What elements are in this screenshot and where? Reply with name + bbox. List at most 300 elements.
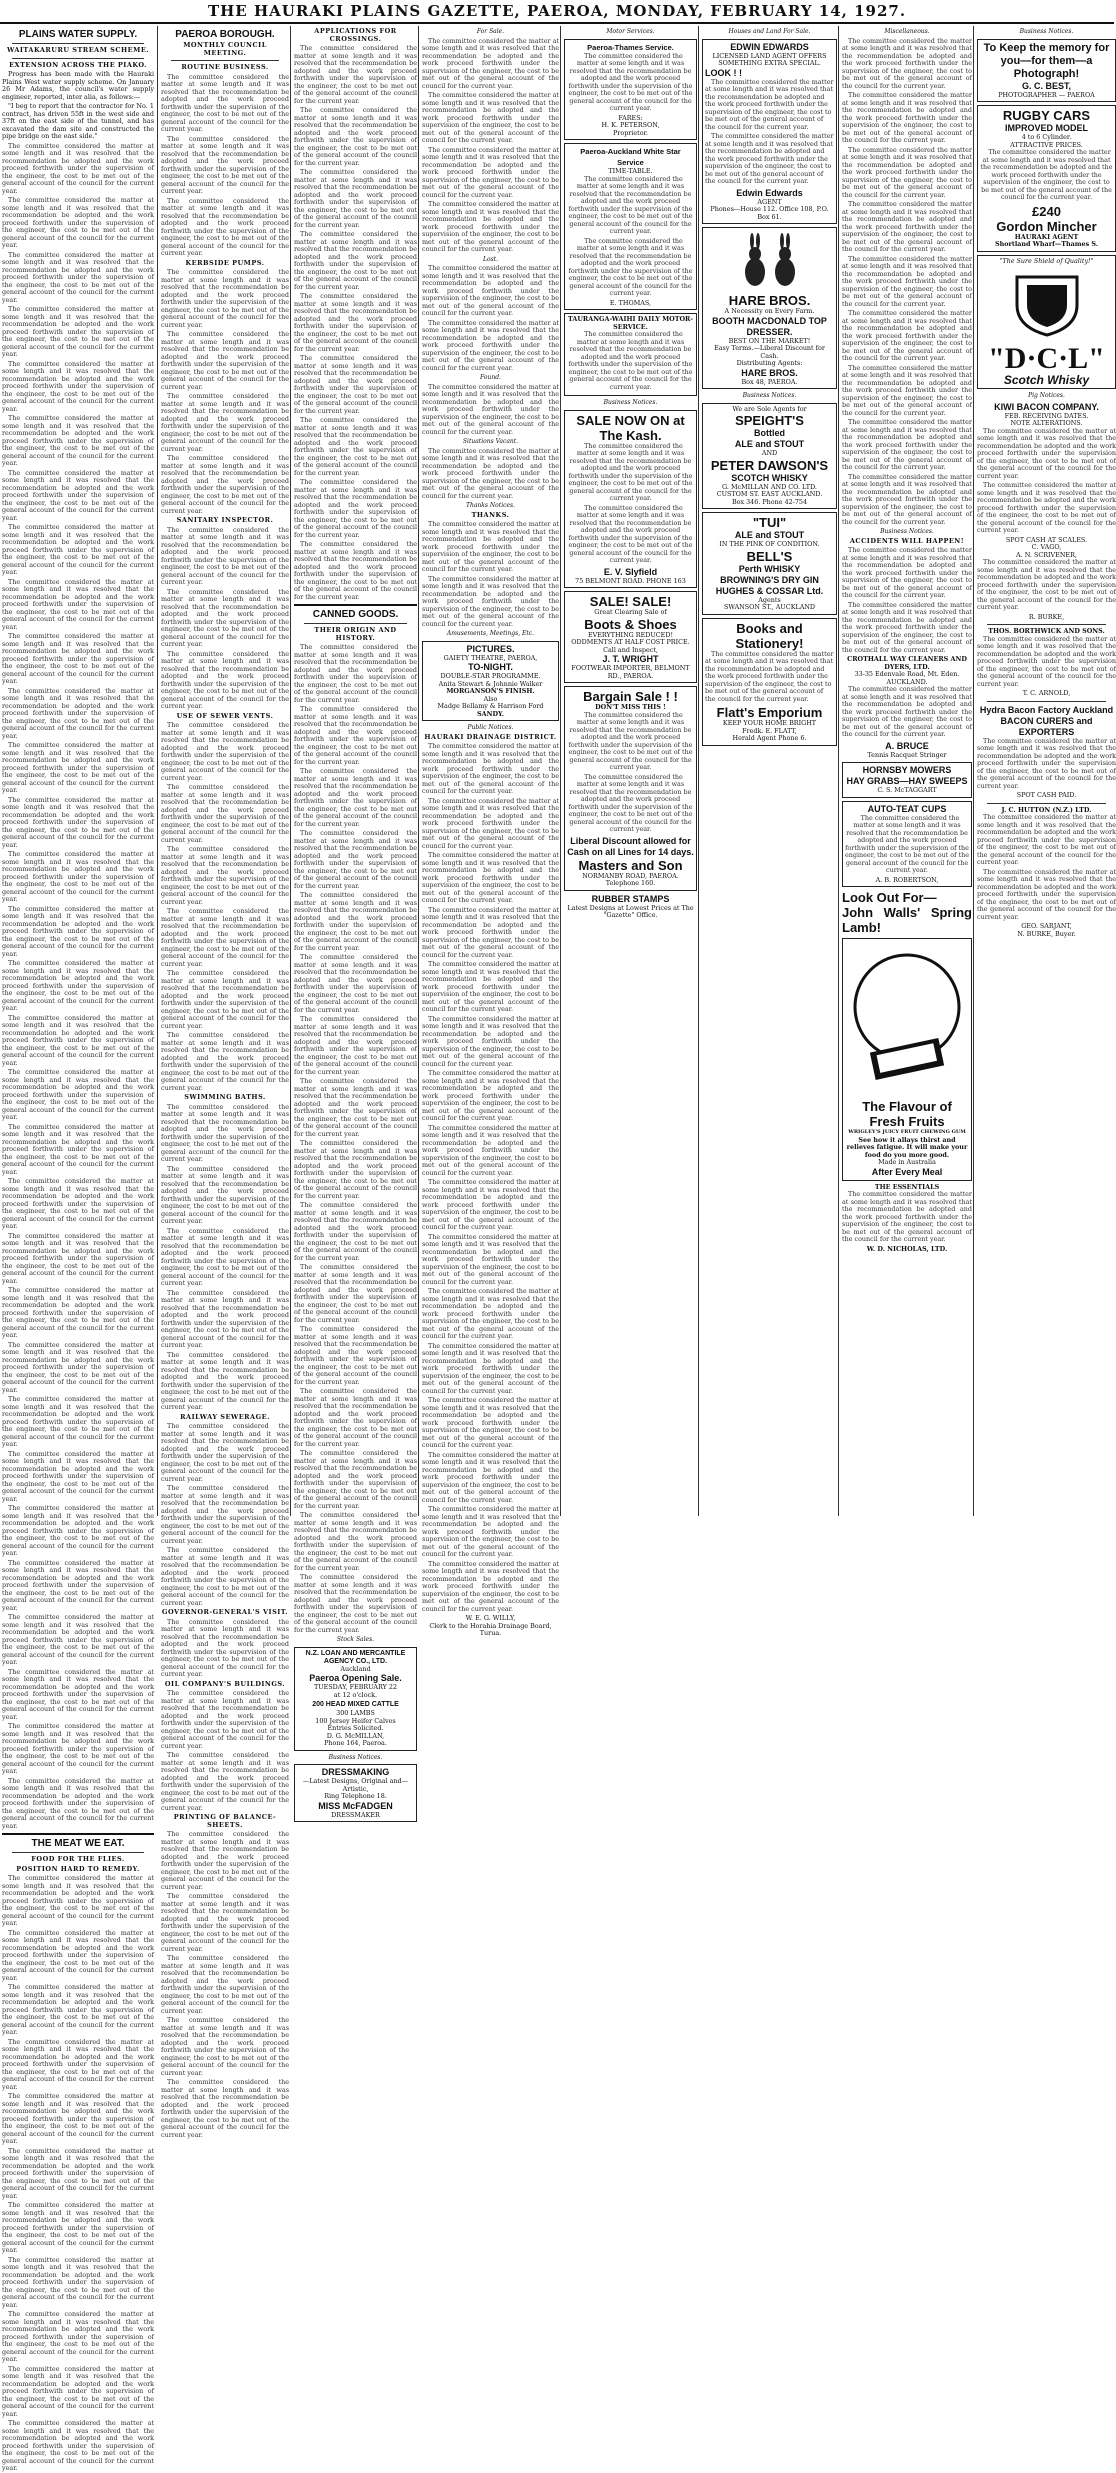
ad-heading: KIWI BACON COMPANY. xyxy=(994,401,1099,412)
ad-line: 100 Jersey Heifer Calves xyxy=(315,1716,396,1725)
ad-line: See how it allays thirst and relieves fatigue. It will make your food do you more good. xyxy=(846,1135,968,1159)
classified: The committee considered the matter at some length and it was resolved that the recommendation be adopted and the work proceed forthwith under the supervision of the engineer, the cost to be met out of the general account of the council for the current year. xyxy=(422,91,559,144)
ad-line: TUESDAY, FEBRUARY 22 xyxy=(313,1683,398,1691)
paragraph: The committee considered the matter at some length and it was resolved that the recommendation be adopted and the work proceed forthwith under the supervision of the engineer, the cost to be met out of the general account of the council for the current year. xyxy=(2,1874,154,1927)
paragraph: The committee considered the matter at some length and it was resolved that the recommendation be adopted and the work proceed forthwith under the supervision of the engineer, the cost to be met out of the general account of the council for the current year. xyxy=(422,1232,559,1286)
category-heading: Pig Notices. xyxy=(1028,392,1065,399)
paragraph: The committee considered the matter at some length and it was resolved that the recommendation be adopted and the work proceed forthwith under the supervision of the engineer, the cost to be met out of the general account of the council for the current year. xyxy=(294,767,417,828)
paragraph: The committee considered the matter at some length and it was resolved that the recommendation be adopted and the work proceed forthwith under the supervision of the engineer, the cost to be met out of the general account of the council for the current year. xyxy=(2,2092,154,2145)
ad-line: T. C. ARNOLD, xyxy=(1022,689,1071,697)
paragraph: The committee considered the matter at some length and it was resolved that the recommendation be adopted and the work proceed forthwith under the supervision of the engineer, the cost to be met out of the general account of the council for the current year. xyxy=(161,1164,289,1225)
ad-line: AND xyxy=(761,449,778,457)
ad-heading: TAURANGA-WAIHI DAILY MOTOR-SERVICE. xyxy=(567,315,694,331)
ad-line: Anita Stewart & Johnnie Walker xyxy=(438,679,543,688)
ad-line: Phone 164, Paeroa. xyxy=(324,1739,387,1747)
paragraph: The committee considered the matter at some length and it was resolved that the recommendation be adopted and the work proceed forthwith under the supervision of the engineer, the cost to be met out of the general account of the council for the current year. xyxy=(161,1031,289,1092)
paragraph: The committee considered the matter at some length and it was resolved that the recommendation be adopted and the work proceed forthwith under the supervision of the engineer, the cost to be met out of the general account of the council for the current year. xyxy=(422,1505,559,1558)
ad-line: The committee considered the matter at some length and it was resolved that the recommendation be adopted and the work proceed forthwith under the supervision of the engineer, the cost to be met out of the general account of the council for the current year. xyxy=(705,132,834,185)
paragraph: The committee considered the matter at some length and it was resolved that the recommendation be adopted and the work proceed forthwith under the supervision of the engineer, the cost to be met out of the general account of the council for the current year. xyxy=(294,354,417,415)
ad-line: R. BURKE, xyxy=(1028,612,1065,621)
ad-heading: PETER DAWSON'S xyxy=(710,457,829,473)
paragraph: The committee considered the matter at some length and it was resolved that the recommendation be adopted and the work proceed forthwith under the supervision of the engineer, the cost to be met out of the general account of the council for the current year. xyxy=(161,72,289,133)
ad-heading: PICTURES. xyxy=(466,643,515,654)
paragraph: The committee considered the matter at some length and it was resolved that the recommendation be adopted and the work proceed forthwith under the supervision of the engineer, the cost to be met out of the general account of the council for the current year. xyxy=(2,2310,154,2363)
ad-heading: E. V. Slyfield xyxy=(603,566,658,577)
article-subtitle: EXTENSION ACROSS THE PIAKO. xyxy=(9,60,147,69)
ad-heading: N.Z. LOAN AND MERCANTILE AGENCY CO., LTD. xyxy=(305,1649,406,1665)
paragraph: The committee considered the matter at some length and it was resolved that the recommendation be adopted and the work proceed forthwith under the supervision of the engineer, the cost to be met out of the general account of the council for the current year. xyxy=(161,1288,289,1349)
paragraph: The committee considered the matter at some length and it was resolved that the recommendation be adopted and the work proceed forthwith under the supervision of the engineer, the cost to be met out of the general account of the council for the current year. xyxy=(2,1013,154,1067)
category-heading: Public Notices. xyxy=(467,724,514,731)
classified: The committee considered the matter at some length and it was resolved that the recommendation be adopted and the work proceed forthwith under the supervision of the engineer, the cost to be met out of the general account of the council for the current year. xyxy=(842,254,972,308)
ad-line: A. N. SCRIVENER, xyxy=(1016,550,1077,559)
section-heading: OIL COMPANY'S BUILDINGS. xyxy=(164,1679,286,1688)
rabbit-illustration xyxy=(720,234,820,289)
ad-heading: THE ESSENTIALS xyxy=(874,1182,940,1191)
paragraph: The committee considered the matter at some length and it was resolved that the recommendation be adopted and the work proceed forthwith under the supervision of the engineer, the cost to be met out of the general account of the council for the current year. xyxy=(2,1558,154,1612)
ad-line: GEO. SARJANT, xyxy=(1021,922,1072,930)
paragraph: The committee considered the matter at some length and it was resolved that the recommendation be adopted and the work proceed forthwith under the supervision of the engineer, the cost to be met out of the general account of the council for the current year. xyxy=(294,168,417,229)
column-8 xyxy=(973,26,1116,1516)
ad-line: —Latest Designs, Original and—Artistic, xyxy=(302,1777,409,1793)
ad-heading: BACON CURERS and EXPORTERS xyxy=(1000,715,1093,737)
classified: The committee considered the matter at some length and it was resolved that the recommendation be adopted and the work proceed forthwith under the supervision of the engineer, the cost to be met out of the general account of the council for the current year. xyxy=(842,36,972,90)
column-3 xyxy=(290,26,417,1819)
ad-heading: Look Out For— xyxy=(842,890,937,905)
paragraph: The committee considered the matter at some length and it was resolved that the recommendation be adopted and the work proceed forthwith under the supervision of the engineer, the cost to be met out of the general account of the council for the current year. xyxy=(2,2364,154,2418)
ad-line: Fredk. E. FLATT, xyxy=(742,726,797,735)
ad-line: Call and Inspect, xyxy=(603,645,658,654)
ad-line: FARES: xyxy=(618,113,643,122)
category-heading: Motor Services. xyxy=(606,28,655,35)
ad-heading: SALE! SALE! xyxy=(589,594,672,609)
classified: The committee considered the matter at some length and it was resolved that the recommendation be adopted and the work proceed forthwith under the supervision of the engineer, the cost to be met out of the general account of the council for the current year. xyxy=(422,382,559,436)
ad-line: The committee considered the matter at some length and it was resolved that the recommendation be adopted and the work proceed forthwith under the supervision of the engineer, the cost to be met out of the general account of the council for the current year. xyxy=(568,51,693,112)
classified: The committee considered the matter at some length and it was resolved that the recommendation be adopted and the work proceed forthwith under the supervision of the engineer, the cost to be met out of the general account of the council for the current year. xyxy=(422,520,559,573)
paragraph: The committee considered the matter at some length and it was resolved that the recommendation be adopted and the work proceed forthwith under the supervision of the engineer, the cost to be met out of the general account of the council for the current year. xyxy=(2,686,154,740)
ad-line: Madge Bellamy & Harrison Ford xyxy=(437,702,544,710)
paragraph: The committee considered the matter at some length and it was resolved that the recommendation be adopted and the work proceed forthwith under the supervision of the engineer, the cost to be met out of the general account of the council for the current year. xyxy=(2,305,154,358)
wrigleys-illustration xyxy=(852,945,962,1095)
ad-heading: Boots & Shoes xyxy=(584,616,677,632)
category-heading: Business Notices. xyxy=(603,399,658,406)
paragraph: The committee considered the matter at some length and it was resolved that the recommendation be adopted and the work proceed forthwith under the supervision of the engineer, the cost to be met out of the general account of the council for the current year. xyxy=(294,230,417,291)
article-subtitle: THEIR ORIGIN AND HISTORY. xyxy=(314,626,397,642)
paragraph: The committee considered the matter at some length and it was resolved that the recommendation be adopted and the work proceed forthwith under the supervision of the engineer, the cost to be met out of the general account of the council for the current year. xyxy=(2,1776,154,1830)
article-title: APPLICATIONS FOR CROSSINGS. xyxy=(314,27,397,43)
ad-heading: AUTO-TEAT CUPS xyxy=(867,803,947,814)
ad-line: 33-35 Edenvale Road, Mt. Eden. AUCKLAND. xyxy=(854,670,960,686)
ad-heading: Masters and Son xyxy=(578,857,683,873)
ad-heading: MISS McFADGEN xyxy=(318,1800,393,1811)
ad-line: DRESSMAKER xyxy=(331,1810,380,1819)
ad-wrigleys xyxy=(842,938,972,1181)
ad-heading: Scotch Whisky xyxy=(1003,373,1090,387)
ad-line: E. THOMAS, xyxy=(609,298,652,307)
paragraph: The committee considered the matter at some length and it was resolved that the recommendation be adopted and the work proceed forthwith under the supervision of the engineer, the cost to be met out of the general account of the council for the current year. xyxy=(422,1069,559,1122)
ad-heading: TO-NIGHT. xyxy=(468,662,513,672)
paragraph: The committee considered the matter at some length and it was resolved that the recommendation be adopted and the work proceed forthwith under the supervision of the engineer, the cost to be met out of the general account of the council for the current year. xyxy=(2,2255,154,2309)
paragraph: The committee considered the matter at some length and it was resolved that the recommendation be adopted and the work proceed forthwith under the supervision of the engineer, the cost to be met out of the general account of the council for the current year. xyxy=(2,1722,154,1775)
ad-line: NORMANBY ROAD, PAEROA. Telephone 160. xyxy=(582,871,679,887)
ad-line: Box 346. Phone 42-754 xyxy=(731,497,808,506)
ad-line: Proprietor. xyxy=(613,128,648,137)
paragraph: The committee considered the matter at some length and it was resolved that the recommendation be adopted and the work proceed forthwith under the supervision of the engineer, the cost to be met out of the general account of the council for the current year. xyxy=(161,721,289,782)
signature: W. E. G. WILLY, xyxy=(465,1614,516,1622)
article-title: THE MEAT WE EAT. xyxy=(31,1838,125,1849)
ad-line: EVERYTHING REDUCED! xyxy=(587,630,674,639)
paragraph: The committee considered the matter at some length and it was resolved that the recommendation be adopted and the work proceed forthwith under the supervision of the engineer, the cost to be met out of the general account of the council for the current year. xyxy=(977,426,1116,480)
paragraph: The committee considered the matter at some length and it was resolved that the recommendation be adopted and the work proceed forthwith under the supervision of the engineer, the cost to be met out of the general account of the council for the current year. xyxy=(2,1667,154,1721)
ad-line: The committee considered the matter at some length and it was resolved that the recommendation be adopted and the work proceed forthwith under the supervision of the engineer, the cost to be met out of the general account of the council for the current year. xyxy=(980,148,1113,201)
ad-auto-teat xyxy=(842,801,972,888)
paragraph: The committee considered the matter at some length and it was resolved that the recommendation be adopted and the work proceed forthwith under the supervision of the engineer, the cost to be met out of the general account of the council for the current year. xyxy=(161,969,289,1030)
paragraph: The committee considered the matter at some length and it was resolved that the recommendation be adopted and the work proceed forthwith under the supervision of the engineer, the cost to be met out of the general account of the council for the current year. xyxy=(842,685,972,738)
paragraph: The committee considered the matter at some length and it was resolved that the recommendation be adopted and the work proceed forthwith under the supervision of the engineer, the cost to be met out of the general account of the council for the current year. xyxy=(294,540,417,601)
ad-heading: CROTHALL WAY CLEANERS AND DYERS, LTD. xyxy=(847,655,967,671)
ad-line: Shortland Wharf—Thames S. xyxy=(994,240,1099,248)
paragraph: The committee considered the matter at some length and it was resolved that the recommendation be adopted and the work proceed forthwith under the supervision of the engineer, the cost to be met out of the general account of the council for the current year. xyxy=(161,587,289,648)
ad-line: NOTE ALTERATIONS. xyxy=(1010,419,1083,427)
classified: The committee considered the matter at some length and it was resolved that the recommendation be adopted and the work proceed forthwith under the supervision of the engineer, the cost to be met out of the general account of the council for the current year. xyxy=(422,36,559,90)
paragraph: The committee considered the matter at some length and it was resolved that the recommendation be adopted and the work proceed forthwith under the supervision of the engineer, the cost to be met out of the general account of the council for the current year. xyxy=(2,523,154,576)
ad-heading: SALE NOW ON at The Kash. xyxy=(576,412,685,443)
paragraph: The committee considered the matter at some length and it was resolved that the recommendation be adopted and the work proceed forthwith under the supervision of the engineer, the cost to be met out of the general account of the council for the current year. xyxy=(294,1325,417,1386)
ad-heading: Liberal Discount allowed for Cash on all Lines for 14 days. xyxy=(567,835,694,857)
section-heading: KERBSIDE PUMPS. xyxy=(185,258,265,267)
ad-hornsby xyxy=(842,762,972,798)
paragraph: The committee considered the matter at some length and it was resolved that the recommendation be adopted and the work proceed forthwith under the supervision of the engineer, the cost to be met out of the general account of the council for the current year. xyxy=(294,292,417,353)
ad-rugby-cars xyxy=(977,105,1116,252)
paragraph: The committee considered the matter at some length and it was resolved that the recommendation be adopted and the work proceed forthwith under the supervision of the engineer, the cost to be met out of the general account of the council for the current year. xyxy=(2,1122,154,1176)
ad-heading: HORNSBY MOWERS xyxy=(862,765,952,775)
paragraph: The committee considered the matter at some length and it was resolved that the recommendation be adopted and the work proceed forthwith under the supervision of the engineer, the cost to be met out of the general account of the council for the current year. xyxy=(294,891,417,952)
paragraph: The committee considered the matter at some length and it was resolved that the recommendation be adopted and the work proceed forthwith under the supervision of the engineer, the cost to be met out of the general account of the council for the current year. xyxy=(161,1350,289,1411)
column-6 xyxy=(698,26,837,1516)
ad-heading: LOOK ! ! xyxy=(705,67,742,78)
classified: The committee considered the matter at some length and it was resolved that the recommendation be adopted and the work proceed forthwith under the supervision of the engineer, the cost to be met out of the general account of the council for the current year. xyxy=(842,472,972,526)
paragraph: The committee considered the matter at some length and it was resolved that the recommendation be adopted and the work proceed forthwith under the supervision of the engineer, the cost to be met out of the general account of the council for the current year. xyxy=(161,2016,289,2077)
ad-line: CUSTOM ST. EAST AUCKLAND. xyxy=(716,490,823,498)
paragraph: The committee considered the matter at some length and it was resolved that the recommendation be adopted and the work proceed forthwith under the supervision of the engineer, the cost to be met out of the general account of the council for the current year. xyxy=(2,1504,154,1557)
paragraph: The committee considered the matter at some length and it was resolved that the recommendation be adopted and the work proceed forthwith under the supervision of the engineer, the cost to be met out of the general account of the council for the current year. xyxy=(2,2146,154,2200)
ad-heading: ALE and STOUT xyxy=(734,530,805,540)
paragraph: The committee considered the matter at some length and it was resolved that the recommendation be adopted and the work proceed forthwith under the supervision of the engineer, the cost to be met out of the general account of the council for the current year. xyxy=(294,705,417,766)
paragraph: The committee considered the matter at some length and it was resolved that the recommendation be adopted and the work proceed forthwith under the supervision of the engineer, the cost to be met out of the general account of the council for the current year. xyxy=(977,736,1116,790)
ad-line: WRIGLEY'S JUICY FRUIT CHEWING GUM xyxy=(848,1129,966,1135)
ad-heading: IMPROVED MODEL xyxy=(1004,123,1088,133)
section-heading: SWIMMING BATHS. xyxy=(184,1093,266,1101)
ad-tauranga-waihi xyxy=(564,313,697,396)
paragraph: The committee considered the matter at some length and it was resolved that the recommendation be adopted and the work proceed forthwith under the supervision of the engineer, the cost to be met out of the general account of the council for the current year. xyxy=(422,1178,559,1231)
paragraph: The committee considered the matter at some length and it was resolved that the recommendation be adopted and the work proceed forthwith under the supervision of the engineer, the cost to be met out of the general account of the council for the current year. xyxy=(977,558,1116,611)
ad-line: Easy Terms.—Liberal Discount for Cash. xyxy=(714,344,825,360)
ad-line: TIME-TABLE. xyxy=(608,167,653,175)
paragraph: The committee considered the matter at some length and it was resolved that the recommendation be adopted and the work proceed forthwith under the supervision of the engineer, the cost to be met out of the general account of the council for the current year. xyxy=(2,1177,154,1230)
paragraph: The committee considered the matter at some length and it was resolved that the recommendation be adopted and the work proceed forthwith under the supervision of the engineer, the cost to be met out of the general account of the council for the current year. xyxy=(2,1340,154,1394)
heading: THANKS. xyxy=(471,510,510,519)
ad-masters-son xyxy=(564,686,697,891)
paragraph: The committee considered the matter at some length and it was resolved that the recommendation be adopted and the work proceed forthwith under the supervision of the engineer, the cost to be met out of the general account of the council for the current year. xyxy=(294,1139,417,1200)
ad-line: SANDY. xyxy=(477,709,504,718)
ad-line: HAURAKI AGENT xyxy=(1014,232,1079,241)
ad-line: ODDMENTS AT HALF COST PRICE. xyxy=(571,638,690,646)
ad-heading: ALE and STOUT xyxy=(734,439,805,449)
ad-line: D. G. McMILLAN, xyxy=(326,1731,385,1740)
ad-heading: THOS. BORTHWICK AND SONS. xyxy=(988,627,1105,635)
ad-line: KEEP YOUR HOME BRIGHT xyxy=(722,719,817,727)
column-2 xyxy=(157,26,289,2139)
paragraph: The committee considered the matter at some length and it was resolved that the recommendation be adopted and the work proceed forthwith under the supervision of the engineer, the cost to be met out of the general account of the council for the current year. xyxy=(294,1201,417,1262)
article-subtitle: MONTHLY COUNCIL MEETING. xyxy=(183,41,267,57)
ad-line: A Necessity on Every Farm. xyxy=(724,307,815,315)
paragraph: The committee considered the matter at some length and it was resolved that the recommendation be adopted and the work proceed forthwith under the supervision of the engineer, the cost to be met out of the general account of the council for the current year. xyxy=(161,1954,289,2015)
paragraph: The committee considered the matter at some length and it was resolved that the recommendation be adopted and the work proceed forthwith under the supervision of the engineer, the cost to be met out of the general account of the council for the current year. xyxy=(977,634,1116,688)
paragraph: The committee considered the matter at some length and it was resolved that the recommendation be adopted and the work proceed forthwith under the supervision of the engineer, the cost to be met out of the general account of the council for the current year. xyxy=(2,850,154,903)
classified: The committee considered the matter at some length and it was resolved that the recommendation be adopted and the work proceed forthwith under the supervision of the engineer, the cost to be met out of the general account of the council for the current year. xyxy=(422,264,559,317)
paragraph: The committee considered the matter at some length and it was resolved that the recommendation be adopted and the work proceed forthwith under the supervision of the engineer, the cost to be met out of the general account of the council for the current year. xyxy=(2,1928,154,1982)
paragraph: The committee considered the matter at some length and it was resolved that the recommendation be adopted and the work proceed forthwith under the supervision of the engineer, the cost to be met out of the general account of the council for the current year. xyxy=(2,1068,154,1121)
paragraph: The committee considered the matter at some length and it was resolved that the recommendation be adopted and the work proceed forthwith under the supervision of the engineer, the cost to be met out of the general account of the council for the current year. xyxy=(2,1231,154,1285)
ad-line: Also xyxy=(483,694,498,703)
ad-line: Distributing Agents: xyxy=(736,359,803,367)
paragraph: The committee considered the matter at some length and it was resolved that the recommendation be adopted and the work proceed forthwith under the supervision of the engineer, the cost to be met out of the general account of the council for the current year. xyxy=(2,795,154,849)
paragraph: The committee considered the matter at some length and it was resolved that the recommendation be adopted and the work proceed forthwith under the supervision of the engineer, the cost to be met out of the general account of the council for the current year. xyxy=(2,468,154,522)
ad-line: MORGANSON'S FINISH. xyxy=(446,687,535,695)
category-heading: For Sale. xyxy=(476,28,505,35)
ad-heading: W. D. NICHOLAS, LTD. xyxy=(866,1244,948,1253)
paragraph: The committee considered the matter at some length and it was resolved that the recommendation be adopted and the work proceed forthwith under the supervision of the engineer, the cost to be met out of the general account of the council for the current year. xyxy=(294,1449,417,1510)
paragraph: The committee considered the matter at some length and it was resolved that the recommendation be adopted and the work proceed forthwith under the supervision of the engineer, the cost to be met out of the general account of the council for the current year. xyxy=(422,905,559,959)
ad-heading: £240 xyxy=(1032,203,1061,219)
paragraph: The committee considered the matter at some length and it was resolved that the recommendation be adopted and the work proceed forthwith under the supervision of the engineer, the cost to be met out of the general account of the council for the current year. xyxy=(2,359,154,413)
ad-line: PHOTOGRAPHER — PAEROA xyxy=(998,90,1095,99)
ad-heading: Flatt's Emporium xyxy=(716,705,823,720)
ad-line: Auckland xyxy=(340,1664,371,1673)
ad-line: The committee considered the matter at some length and it was resolved that the recommendation be adopted and the work proceed forthwith under the supervision of the engineer, the cost to be met out of the general account of the council for the current year. xyxy=(705,77,834,131)
classified: The committee considered the matter at some length and it was resolved that the recommendation be adopted and the work proceed forthwith under the supervision of the engineer, the cost to be met out of the general account of the council for the current year. xyxy=(422,318,559,372)
paragraph: The committee considered the matter at some length and it was resolved that the recommendation be adopted and the work proceed forthwith under the supervision of the engineer, the cost to be met out of the general account of the council for the current year. xyxy=(422,796,559,850)
ad-heading: BOOTH MACDONALD TOP DRESSER. xyxy=(712,315,827,337)
ad-heading: A. BRUCE xyxy=(885,740,929,751)
paragraph: The committee considered the matter at some length and it was resolved that the recommendation be adopted and the work proceed forthwith under the supervision of the engineer, the cost to be met out of the general account of the council for the current year. xyxy=(161,330,289,391)
category-heading: Thanks Notices. xyxy=(465,502,516,509)
paragraph: "I beg to report that the contractor for No. 1 contract, has driven 55ft in the west side and 37ft on the east side of the tunnel, and has excavated the dam site and constructed the pipe bridge on the east side." xyxy=(2,102,154,140)
paragraph: The committee considered the matter at some length and it was resolved that the recommendation be adopted and the work proceed forthwith under the supervision of the engineer, the cost to be met out of the general account of the council for the current year. xyxy=(161,1689,289,1750)
ad-line: ATTRACTIVE PRICES. xyxy=(1010,140,1083,149)
ad-line: Box 48, PAEROA. xyxy=(741,377,798,386)
ad-the-kash xyxy=(564,410,697,589)
ad-line: 4 to 6 Cylinder. xyxy=(1021,133,1072,141)
ad-heading: John Walls' Spring Lamb! xyxy=(842,905,972,935)
classified: The committee considered the matter at some length and it was resolved that the recommendation be adopted and the work proceed forthwith under the supervision of the engineer, the cost to be met out of the general account of the council for the current year. xyxy=(422,446,559,500)
paragraph: The committee considered the matter at some length and it was resolved that the recommendation be adopted and the work proceed forthwith under the supervision of the engineer, the cost to be met out of the general account of the council for the current year. xyxy=(2,2201,154,2254)
ad-line: SPOT CASH PAID. xyxy=(1016,791,1077,799)
ad-heading: To Keep the memory for you—for them—a Photograph! xyxy=(983,41,1110,80)
section-heading: ROUTINE BUSINESS. xyxy=(181,63,269,71)
ad-heading: SPEIGHT'S xyxy=(735,413,804,428)
ad-line: Agents xyxy=(758,595,781,604)
paragraph: The committee considered the matter at some length and it was resolved that the recommendation be adopted and the work proceed forthwith under the supervision of the engineer, the cost to be met out of the general account of the council for the current year. xyxy=(294,44,417,105)
paragraph: The committee considered the matter at some length and it was resolved that the recommendation be adopted and the work proceed forthwith under the supervision of the engineer, the cost to be met out of the general account of the council for the current year. xyxy=(294,1015,417,1076)
ad-boots-shoes xyxy=(564,591,697,683)
paragraph: The committee considered the matter at some length and it was resolved that the recommendation be adopted and the work proceed forthwith under the supervision of the engineer, the cost to be met out of the general account of the council for the current year. xyxy=(2,141,154,195)
paragraph: The committee considered the matter at some length and it was resolved that the recommendation be adopted and the work proceed forthwith under the supervision of the engineer, the cost to be met out of the general account of the council for the current year. xyxy=(161,783,289,844)
ad-line: Latest Designs at Lowest Prices at The "Gazette" Office. xyxy=(567,903,694,919)
paragraph: The committee considered the matter at some length and it was resolved that the recommendation be adopted and the work proceed forthwith under the supervision of the engineer, the cost to be met out of the general account of the council for the current year. xyxy=(294,1387,417,1448)
paragraph: The committee considered the matter at some length and it was resolved that the recommendation be adopted and the work proceed forthwith under the supervision of the engineer, the cost to be met out of the general account of the council for the current year. xyxy=(161,1617,289,1678)
article-title: PAEROA BOROUGH. xyxy=(175,29,275,40)
ad-line: G. McMILLAN AND CO. LTD. xyxy=(722,482,817,491)
paragraph: The committee considered the matter at some length and it was resolved that the recommendation be adopted and the work proceed forthwith under the supervision of the engineer, the cost to be met out of the general account of the council for the current year. xyxy=(2,632,154,685)
ad-heading: "D·C·L" xyxy=(988,342,1105,375)
paragraph: The committee considered the matter at some length and it was resolved that the recommendation be adopted and the work proceed forthwith under the supervision of the engineer, the cost to be met out of the general account of the council for the current year. xyxy=(842,1190,972,1243)
ad-line: SPOT CASH AT SCALES. xyxy=(1005,535,1088,544)
category-heading: Business Notices. xyxy=(328,1753,383,1761)
paragraph: The committee considered the matter at some length and it was resolved that the recommendation be adopted and the work proceed forthwith under the supervision of the engineer, the cost to be met out of the general account of the council for the current year. xyxy=(2,414,154,467)
ad-edwin-edwards xyxy=(702,39,837,225)
classified: The committee considered the matter at some length and it was resolved that the recommendation be adopted and the work proceed forthwith under the supervision of the engineer, the cost to be met out of the general account of the council for the current year. xyxy=(842,363,972,417)
classified: The committee considered the matter at some length and it was resolved that the recommendation be adopted and the work proceed forthwith under the supervision of the engineer, the cost to be met out of the general account of the council for the current year. xyxy=(842,309,972,362)
ad-line: SWANSON ST., AUCKLAND xyxy=(723,603,816,611)
shield-icon xyxy=(1007,269,1087,339)
paragraph: The committee considered the matter at some length and it was resolved that the recommendation be adopted and the work proceed forthwith under the supervision of the engineer, the cost to be met out of the general account of the council for the current year. xyxy=(2,250,154,304)
ad-line: AGENT xyxy=(757,197,782,206)
ad-line: DOUBLE-STAR PROGRAMME. xyxy=(440,672,541,680)
paragraph: The committee considered the matter at some length and it was resolved that the recommendation be adopted and the work proceed forthwith under the supervision of the engineer, the cost to be met out of the general account of the council for the current year. xyxy=(2,1286,154,1339)
paragraph: The committee considered the matter at some length and it was resolved that the recommendation be adopted and the work proceed forthwith under the supervision of the engineer, the cost to be met out of the general account of the council for the current year. xyxy=(2,1395,154,1448)
paragraph: The committee considered the matter at some length and it was resolved that the recommendation be adopted and the work proceed forthwith under the supervision of the engineer, the cost to be met out of the general account of the council for the current year. xyxy=(422,1396,559,1449)
section-heading: SANITARY INSPECTOR. xyxy=(176,516,274,524)
heading: ACCIDENTS WILL HAPPEN! xyxy=(849,536,965,545)
category-heading: Business Notices. xyxy=(880,528,934,535)
paragraph: The committee considered the matter at some length and it was resolved that the recommendation be adopted and the work proceed forthwith under the supervision of the engineer, the cost to be met out of the general account of the council for the current year. xyxy=(2,741,154,794)
classified: The committee considered the matter at some length and it was resolved that the recommendation be adopted and the work proceed forthwith under the supervision of the engineer, the cost to be met out of the general account of the council for the current year. xyxy=(422,200,559,253)
ad-line: The committee considered the matter at some length and it was resolved that the recommendation be adopted and the work proceed forthwith under the supervision of the engineer, the cost to be met out of the general account of the council for the current year. xyxy=(568,236,693,297)
paragraph: The committee considered the matter at some length and it was resolved that the recommendation be adopted and the work proceed forthwith under the supervision of the engineer, the cost to be met out of the general account of the council for the current year. xyxy=(294,643,417,704)
ad-line: The committee considered the matter at some length and it was resolved that the recommendation be adopted and the work proceed forthwith under the supervision of the engineer, the cost to be met out of the general account of the council for the current year. xyxy=(568,441,693,502)
paragraph: The committee considered the matter at some length and it was resolved that the recommendation be adopted and the work proceed forthwith under the supervision of the engineer, the cost to be met out of the general account of the council for the current year. xyxy=(294,953,417,1014)
ad-heading: "TUI" xyxy=(752,515,787,530)
paragraph: The committee considered the matter at some length and it was resolved that the recommendation be adopted and the work proceed forthwith under the supervision of the engineer, the cost to be met out of the general account of the council for the current year. xyxy=(2,2419,154,2472)
section-heading: GOVERNOR-GENERAL'S VISIT. xyxy=(161,1608,289,1616)
article-subtitle: FOOD FOR THE FLIES. xyxy=(31,1855,125,1863)
ad-line: GAIETY THEATRE, PAEROA, xyxy=(443,653,538,662)
paragraph: The committee considered the matter at some length and it was resolved that the recommendation be adopted and the work proceed forthwith under the supervision of the engineer, the cost to be met out of the general account of the council for the current year. xyxy=(161,1751,289,1812)
ad-line: H. K. PETERSON, xyxy=(601,121,660,129)
paragraph: The committee considered the matter at some length and it was resolved that the recommendation be adopted and the work proceed forthwith under the supervision of the engineer, the cost to be met out of the general account of the council for the current year. xyxy=(161,1422,289,1483)
ad-heading: G. C. BEST, xyxy=(1021,80,1071,91)
ad-line: The committee considered the matter at some length and it was resolved that the recommendation be adopted and the work proceed forthwith under the supervision of the engineer, the cost to be met out of the general account of the council for the current year. xyxy=(568,503,693,564)
ad-line: 300 LAMBS xyxy=(336,1709,375,1717)
ad-heading: DRESSMAKING xyxy=(321,1767,390,1777)
category-heading: Found. xyxy=(480,374,501,381)
paragraph: The committee considered the matter at some length and it was resolved that the recommendation be adopted and the work proceed forthwith under the supervision of the engineer, the cost to be met out of the general account of the council for the current year. xyxy=(977,867,1116,921)
paragraph: The committee considered the matter at some length and it was resolved that the recommendation be adopted and the work proceed forthwith under the supervision of the engineer, the cost to be met out of the general account of the council for the current year. xyxy=(161,134,289,195)
ad-line: 75 BELMONT ROAD. PHONE 163 xyxy=(575,576,686,585)
paragraph: The committee considered the matter at some length and it was resolved that the recommendation be adopted and the work proceed forthwith under the supervision of the engineer, the cost to be met out of the general account of the council for the current year. xyxy=(161,1226,289,1287)
ad-heading: Paeroa-Auckland White Star Service xyxy=(580,147,681,167)
ad-line: Great Clearing Sale of xyxy=(594,608,667,616)
paragraph: The committee considered the matter at some length and it was resolved that the recommendation be adopted and the work proceed forthwith under the supervision of the engineer, the cost to be met out of the general account of the council for the current year. xyxy=(422,1014,559,1068)
paragraph: The committee considered the matter at some length and it was resolved that the recommendation be adopted and the work proceed forthwith under the supervision of the engineer, the cost to be met out of the general account of the council for the current year. xyxy=(2,577,154,631)
category-heading: Houses and Land For Sale. xyxy=(728,28,811,35)
paragraph: The committee considered the matter at some length and it was resolved that the recommendation be adopted and the work proceed forthwith under the supervision of the engineer, the cost to be met out of the general account of the council for the current year. xyxy=(161,454,289,515)
ad-line: Tennis Racquet Stringer xyxy=(867,750,947,759)
paragraph: The committee considered the matter at some length and it was resolved that the recommendation be adopted and the work proceed forthwith under the supervision of the engineer, the cost to be met out of the general account of the council for the current year. xyxy=(2,196,154,249)
ad-line: LICENSED LAND AGENT OFFERS SOMETHING EXTRA SPECIAL. xyxy=(712,51,827,67)
ad-heading: Perth WHISKY xyxy=(738,563,801,574)
category-heading: Business Notices. xyxy=(1019,28,1074,35)
paragraph: The committee considered the matter at some length and it was resolved that the recommendation be adopted and the work proceed forthwith under the supervision of the engineer, the cost to be met out of the general account of the council for the current year. xyxy=(2,1613,154,1666)
paragraph: The committee considered the matter at some length and it was resolved that the recommendation be adopted and the work proceed forthwith under the supervision of the engineer, the cost to be met out of the general account of the council for the current year. xyxy=(2,904,154,958)
paragraph: The committee considered the matter at some length and it was resolved that the recommendation be adopted and the work proceed forthwith under the supervision of the engineer, the cost to be met out of the general account of the council for the current year. xyxy=(161,1484,289,1545)
ad-line: A. B. ROBERTSON, xyxy=(875,875,939,884)
paragraph: The committee considered the matter at some length and it was resolved that the recommendation be adopted and the work proceed forthwith under the supervision of the engineer, the cost to be met out of the general account of the council for the current year. xyxy=(161,525,289,586)
paragraph: The committee considered the matter at some length and it was resolved that the recommendation be adopted and the work proceed forthwith under the supervision of the engineer, the cost to be met out of the general account of the council for the current year. xyxy=(161,649,289,710)
masthead: THE HAURAKI PLAINS GAZETTE, PAEROA, MONDAY, FEBRUARY 14, 1927. xyxy=(0,0,1114,24)
ad-line: Made in Australia xyxy=(878,1158,936,1166)
paragraph: The committee considered the matter at some length and it was resolved that the recommendation be adopted and the work proceed forthwith under the supervision of the engineer, the cost to be met out of the general account of the council for the current year. xyxy=(161,845,289,906)
ad-photographer xyxy=(977,39,1116,103)
paragraph: The committee considered the matter at some length and it was resolved that the recommendation be adopted and the work proceed forthwith under the supervision of the engineer, the cost to be met out of the general account of the council for the current year. xyxy=(294,1077,417,1138)
ad-line: Phones—House 112. Office 108, P.O. Box 61. xyxy=(710,205,829,221)
column-4 xyxy=(418,26,559,1637)
paragraph: The committee considered the matter at some length and it was resolved that the recommendation be adopted and the work proceed forthwith under the supervision of the engineer, the cost to be met out of the general account of the council for the current year. xyxy=(2,959,154,1012)
category-heading: Amusements, Meetings, Etc. xyxy=(446,630,535,637)
ad-heading: Hydra Bacon Factory Auckland xyxy=(979,704,1114,715)
paragraph: The committee considered the matter at some length and it was resolved that the recommendation be adopted and the work proceed forthwith under the supervision of the engineer, the cost to be met out of the general account of the council for the current year. xyxy=(422,1450,559,1504)
ad-line: The committee considered the matter at some length and it was resolved that the recommendation be adopted and the work proceed forthwith under the supervision of the engineer, the cost to be met out of the general account of the council for the current year. xyxy=(705,649,834,703)
ad-heading: HARE BROS. xyxy=(728,293,811,308)
ad-line: We are Sole Agents for xyxy=(732,404,807,413)
paragraph: The committee considered the matter at some length and it was resolved that the recommendation be adopted and the work proceed forthwith under the supervision of the engineer, the cost to be met out of the general account of the council for the current year. xyxy=(294,829,417,890)
column-7 xyxy=(838,26,972,1516)
paragraph: The committee considered the matter at some length and it was resolved that the recommendation be adopted and the work proceed forthwith under the supervision of the engineer, the cost to be met out of the general account of the council for the current year. xyxy=(842,600,972,654)
paragraph: The committee considered the matter at some length and it was resolved that the recommendation be adopted and the work proceed forthwith under the supervision of the engineer, the cost to be met out of the general account of the council for the current year. xyxy=(422,1559,559,1613)
category-heading: Miscellaneous. xyxy=(884,28,930,35)
ad-heading: Edwin Edwards xyxy=(736,187,803,198)
category-heading: Stock Sales. xyxy=(336,1636,375,1643)
ad-line: DON'T MISS THIS ! xyxy=(595,703,666,711)
article-subtitle: WAITAKARURU STREAM SCHEME. xyxy=(6,46,150,54)
paragraph: The committee considered the matter at some length and it was resolved that the recommendation be adopted and the work proceed forthwith under the supervision of the engineer, the cost to be met out of the general account of the council for the current year. xyxy=(161,196,289,257)
ad-paeroa-thames xyxy=(564,39,697,141)
ad-heading: HARE BROS. xyxy=(741,367,798,378)
category-heading: Situations Vacant. xyxy=(462,438,519,445)
paragraph: The committee considered the matter at some length and it was resolved that the recommendation be adopted and the work proceed forthwith under the supervision of the engineer, the cost to be met out of the general account of the council for the current year. xyxy=(294,416,417,477)
ad-line: BEST ON THE MARKET! xyxy=(728,336,811,345)
ad-line: The committee considered the matter at some length and it was resolved that the recommendation be adopted and the work proceed forthwith under the supervision of the engineer, the cost to be met out of the general account of the council for the current year. xyxy=(568,710,693,771)
classified: The committee considered the matter at some length and it was resolved that the recommendation be adopted and the work proceed forthwith under the supervision of the engineer, the cost to be met out of the general account of the council for the current year. xyxy=(842,200,972,253)
ad-line: The committee considered the matter at some length and it was resolved that the recommendation be adopted and the work proceed forthwith under the supervision of the engineer, the cost to be met out of the general account of the council for the current year. xyxy=(568,174,693,235)
ad-line: N. BURKE, Buyer. xyxy=(1017,929,1076,938)
paragraph: The committee considered the matter at some length and it was resolved that the recommendation be adopted and the work proceed forthwith under the supervision of the engineer, the cost to be met out of the general account of the council for the current year. xyxy=(161,268,289,329)
paragraph: The committee considered the matter at some length and it was resolved that the recommendation be adopted and the work proceed forthwith under the supervision of the engineer, the cost to be met out of the general account of the council for the current year. xyxy=(842,546,972,599)
ad-line: FEB. RECEIVING DATES. xyxy=(1004,411,1089,420)
paragraph: The committee considered the matter at some length and it was resolved that the recommendation be adopted and the work proceed forthwith under the supervision of the engineer, the cost to be met out of the general account of the council for the current year. xyxy=(161,2078,289,2139)
ad-heading: EDWIN EDWARDS xyxy=(730,41,809,52)
ad-heading: Bargain Sale ! ! xyxy=(583,689,678,704)
paragraph: The committee considered the matter at some length and it was resolved that the recommendation be adopted and the work proceed forthwith under the supervision of the engineer, the cost to be met out of the general account of the council for the current year. xyxy=(161,1830,289,1891)
section-heading: RAILWAY SEWERAGE. xyxy=(180,1412,270,1421)
ad-heading: HAY GRABS—HAY SWEEPS xyxy=(846,776,968,786)
paragraph: The committee considered the matter at some length and it was resolved that the recommendation be adopted and the work proceed forthwith under the supervision of the engineer, the cost to be met out of the general account of the council for the current year. xyxy=(161,907,289,968)
ad-heading: After Every Meal xyxy=(871,1166,943,1177)
paragraph: The committee considered the matter at some length and it was resolved that the recommendation be adopted and the work proceed forthwith under the supervision of the engineer, the cost to be met out of the general account of the council for the current year. xyxy=(161,392,289,453)
paragraph: The committee considered the matter at some length and it was resolved that the recommendation be adopted and the work proceed forthwith under the supervision of the engineer, the cost to be met out of the general account of the council for the current year. xyxy=(2,2037,154,2091)
ad-line: Ring Telephone 18. xyxy=(324,1792,387,1800)
